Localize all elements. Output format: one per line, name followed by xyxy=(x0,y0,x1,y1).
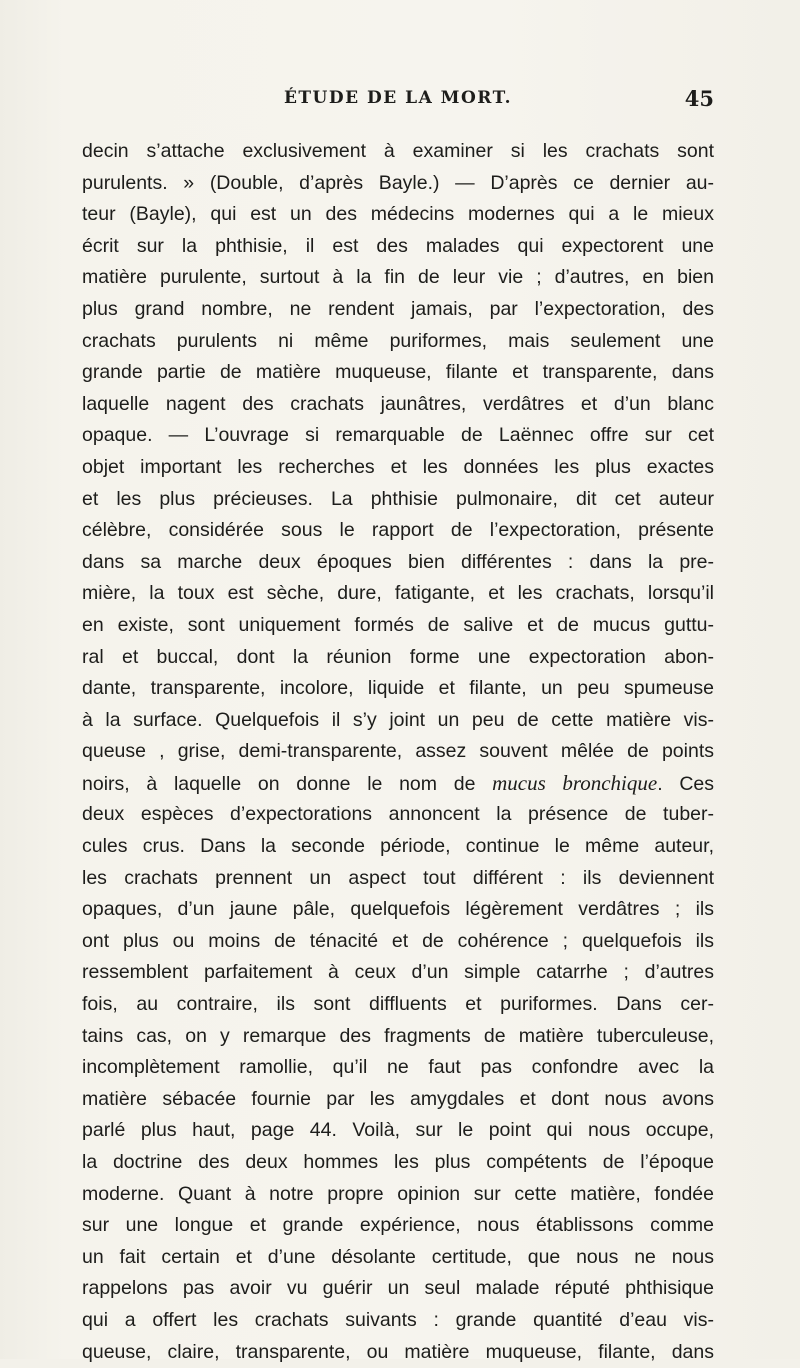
text-line: crachats purulents ni même puriformes, mais seulement une xyxy=(82,329,714,352)
text-line: et les plus précieuses. La phthisie pulmonaire, dit cet auteur xyxy=(82,487,714,510)
text-line: les crachats prennent un aspect tout différent : ils deviennent xyxy=(82,866,714,889)
body-text xyxy=(82,136,714,1368)
text-line: dans sa marche deux époques bien différentes : dans la pre- xyxy=(82,550,714,573)
text-line: objet important les recherches et les données les plus exactes xyxy=(82,455,714,478)
text-line: ral et buccal, dont la réunion forme une expectoration abon- xyxy=(82,645,714,668)
text-line: écrit sur la phthisie, il est des malades qui expectorent une xyxy=(82,234,714,257)
text-line: dante, transparente, incolore, liquide et filante, un peu spumeuse xyxy=(82,677,714,700)
text-line: mière, la toux est sèche, dure, fatigante, et les crachats, lorsqu’il xyxy=(82,582,714,605)
text-line: fois, au contraire, ils sont diffluents et puriformes. Dans cer- xyxy=(82,993,714,1016)
text-line: grande partie de matière muqueuse, filante et transparente, dans xyxy=(82,361,714,384)
text-line: purulents. » (Double, d’après Bayle.) — D’après ce dernier au- xyxy=(82,171,714,194)
text-line: un fait certain et d’une désolante certitude, que nous ne nous xyxy=(82,1245,714,1268)
text-line: plus grand nombre, ne rendent jamais, par l’expectoration, des xyxy=(82,297,714,320)
text-line: opaques, d’un jaune pâle, quelquefois légèrement verdâtres ; ils xyxy=(82,898,714,921)
text-line: qui a offert les crachats suivants : grande quantité d’eau vis- xyxy=(82,1308,714,1331)
text-line: en existe, sont uniquement formés de salive et de mucus guttu- xyxy=(82,613,714,636)
text-line: moderne. Quant à notre propre opinion sur cette matière, fondée xyxy=(82,1182,714,1205)
text-line xyxy=(82,768,714,800)
text-line: incomplètement ramollie, qu’il ne faut pas confondre avec la xyxy=(82,1056,714,1079)
text-line: parlé plus haut, page 44. Voilà, sur le point qui nous occupe, xyxy=(82,1119,714,1142)
text-line: matière sébacée fournie par les amygdales et dont nous avons xyxy=(82,1087,714,1110)
text-line: laquelle nagent des crachats jaunâtres, verdâtres et d’un blanc xyxy=(82,392,714,415)
text-line: teur (Bayle), qui est un des médecins modernes qui a le mieux xyxy=(82,203,714,226)
running-title: ÉTUDE DE LA MORT. xyxy=(283,88,513,108)
text-line: la doctrine des deux hommes les plus compétents de l’époque xyxy=(82,1151,714,1173)
text-fragment: . Ces xyxy=(657,772,714,795)
text-line: tains cas, on y remarque des fragments de matière tuberculeuse, xyxy=(82,1024,714,1047)
italic-term: mucus bronchique xyxy=(492,770,658,795)
text-line: opaque. — L’ouvrage si remarquable de Laënnec offre sur cet xyxy=(82,424,714,447)
text-line: à la surface. Quelquefois il s’y joint un peu de cette matière vis- xyxy=(82,708,714,731)
text-line: queuse, claire, transparente, ou matière muqueuse, filante, dans xyxy=(82,1340,714,1363)
text-line: decin s’attache exclusivement à examiner si les crachats sont xyxy=(82,140,714,162)
text-line: ont plus ou moins de ténacité et de cohérence ; quelquefois ils xyxy=(82,929,714,952)
text-line: queuse , grise, demi-transparente, assez souvent mêlée de points xyxy=(82,740,714,763)
page-number: 45 xyxy=(684,86,714,111)
text-line: rappelons pas avoir vu guérir un seul malade réputé phthisique xyxy=(82,1277,714,1300)
text-line: deux espèces d’expectorations annoncent la présence de tuber- xyxy=(82,803,714,826)
text-line: matière purulente, surtout à la fin de leur vie ; d’autres, en bien xyxy=(82,266,714,289)
text-fragment: noirs, à laquelle on donne le nom de xyxy=(82,772,493,795)
page-header xyxy=(82,88,714,118)
text-line: sur une longue et grande expérience, nous établissons comme xyxy=(82,1214,714,1237)
text-line: ressemblent parfaitement à ceux d’un simple catarrhe ; d’autres xyxy=(82,961,714,984)
text-line: célèbre, considérée sous le rapport de l’expectoration, présente xyxy=(82,519,714,542)
text-line: cules crus. Dans la seconde période, continue le même auteur, xyxy=(82,835,714,858)
